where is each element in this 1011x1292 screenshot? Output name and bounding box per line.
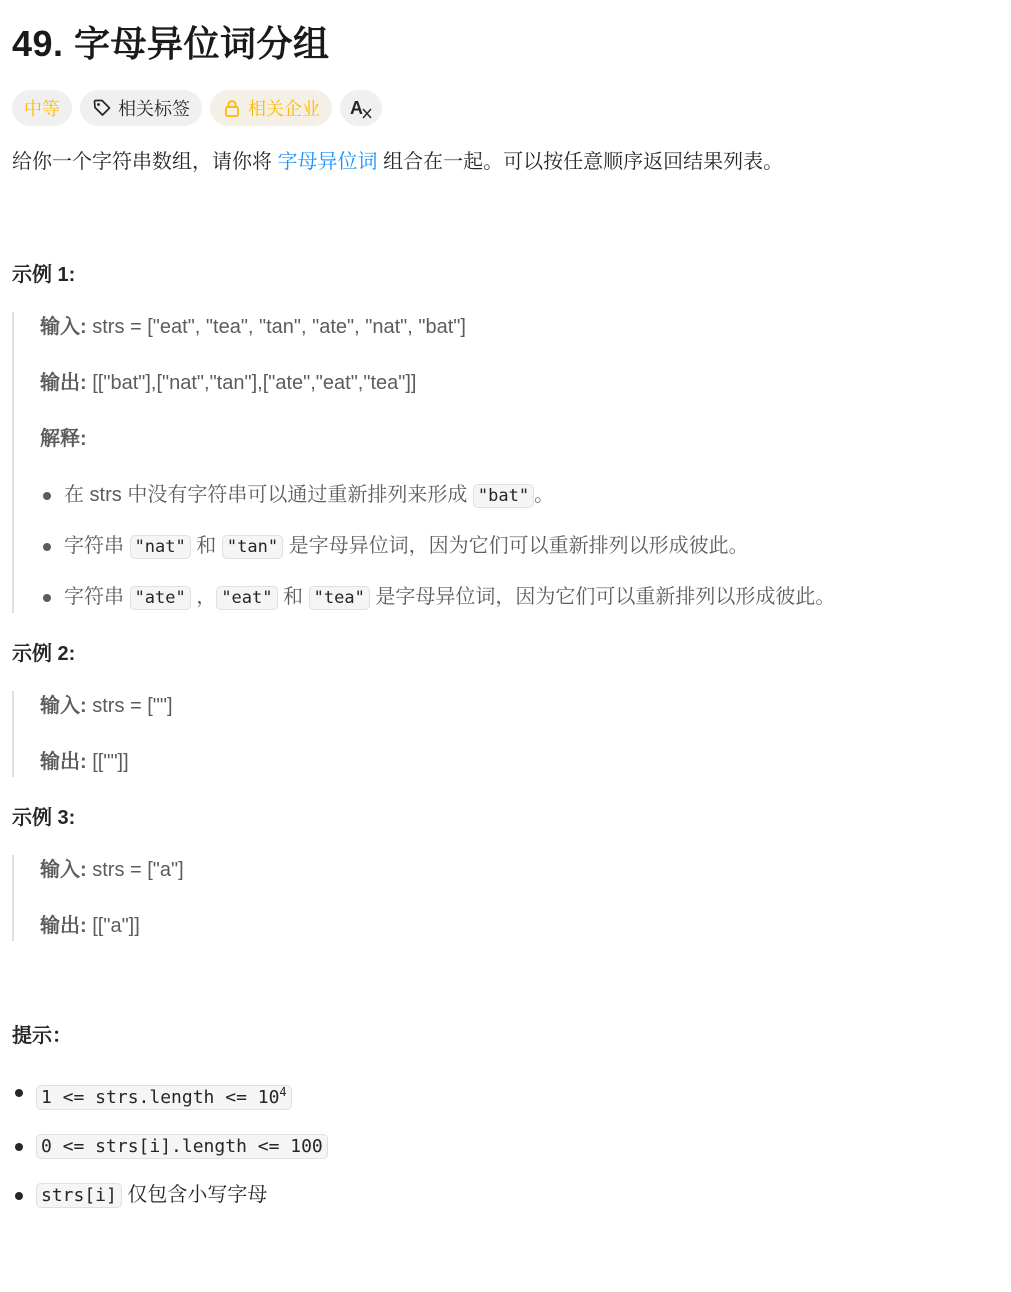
example-1-explain-label: 解释:	[40, 428, 87, 450]
example-1-title: 示例 1:	[12, 264, 76, 286]
example-2-title: 示例 2:	[12, 643, 76, 665]
example-2-block	[12, 691, 999, 777]
hints-list	[12, 1077, 999, 1211]
tag-bar	[12, 90, 999, 126]
list-item: 字符串 "ate" ， "eat" 和 "tea" 是字母异位词，因为它们可以重新排列以形成彼此。	[40, 582, 999, 613]
problem-description: 给你一个字符串数组，请你将 字母异位词 组合在一起。可以按任意顺序返回结果列表。	[12, 151, 784, 173]
list-item: 在 strs 中没有字符串可以通过重新排列来形成 "bat" 。	[40, 480, 999, 511]
example-1-explanation	[40, 480, 999, 613]
list-item	[12, 1131, 999, 1162]
constraint-code: strs[i]	[36, 1183, 122, 1208]
list-item: 字符串 "nat" 和 "tan" 是字母异位词，因为它们可以重新排列以形成彼此。	[40, 531, 999, 562]
constraint-code: 0 <= strs[i].length <= 100	[36, 1134, 328, 1159]
topics-tag-label: 相关标签	[118, 99, 190, 119]
tag-icon	[92, 98, 112, 118]
example-2-input: 输入: strs = [""]	[40, 695, 173, 717]
anagram-link[interactable]: 字母异位词	[277, 151, 378, 173]
constraint-code: 1 <= strs.length <= $10^4$	[36, 1085, 292, 1110]
topics-tag-button[interactable]	[80, 90, 202, 126]
list-item	[12, 1077, 999, 1113]
example-1-output: 输出: [["bat"],["nat","tan"],["ate","eat","tea"]]	[40, 372, 417, 394]
example-3-output: 输出: [["a"]]	[40, 915, 140, 937]
hints-title: 提示：	[12, 1025, 72, 1047]
example-1-input: 输入: strs = ["eat", "tea", "tan", "ate", "nat", "bat"]	[40, 316, 466, 338]
translate-icon: A	[350, 98, 372, 119]
example-1-block	[12, 312, 999, 613]
difficulty-badge: 中等	[12, 90, 72, 126]
example-3-title: 示例 3:	[12, 807, 76, 829]
companies-tag-label: 相关企业	[248, 99, 320, 119]
list-item: strs[i] 仅包含小写字母	[12, 1180, 999, 1211]
lock-icon	[222, 98, 242, 118]
companies-tag-button[interactable]	[210, 90, 332, 126]
example-2-output: 输出: [[""]]	[40, 751, 129, 773]
page-title: 49. 字母异位词分组	[12, 23, 330, 64]
translate-button[interactable]	[340, 90, 382, 126]
example-3-block	[12, 855, 999, 941]
example-3-input: 输入: strs = ["a"]	[40, 859, 184, 881]
